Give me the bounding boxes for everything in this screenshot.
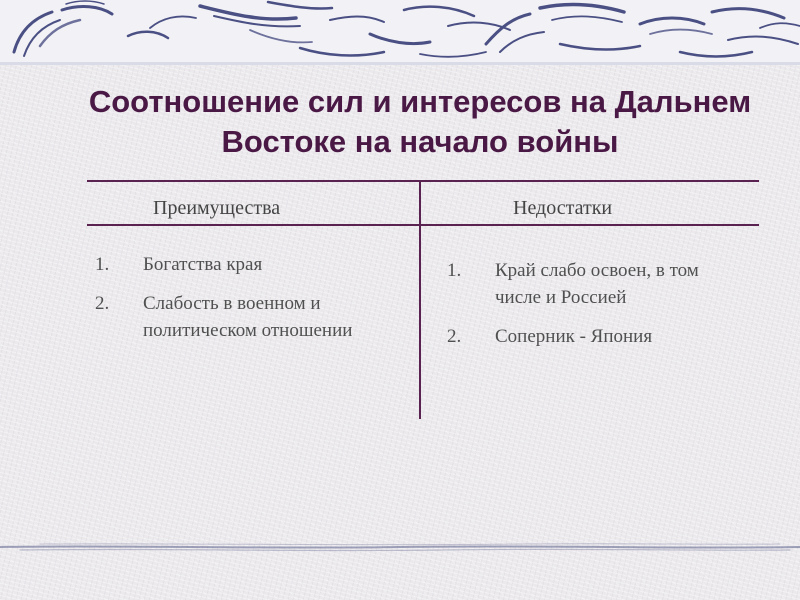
list-item-number: 2.	[447, 326, 462, 347]
list-item-number: 1.	[447, 260, 462, 281]
bottom-decoration-line	[0, 540, 800, 556]
column-header-disadvantages: Недостатки	[513, 197, 613, 219]
list-item-text: Слабость в военном и политическом отношении	[143, 293, 353, 341]
table-top-rule	[87, 180, 759, 182]
list-item-number: 1.	[95, 254, 110, 275]
list-item-text: Край слабо освоен, в том числе и Россией	[495, 260, 699, 308]
disadvantages-list	[447, 257, 747, 362]
table-header-rule	[87, 224, 759, 226]
list-item	[447, 323, 747, 350]
swirl-decoration	[0, 0, 800, 64]
advantages-list	[95, 251, 400, 356]
table-column-divider	[419, 181, 421, 419]
top-decoration-band	[0, 0, 800, 64]
list-item-text: Богатства края	[143, 254, 263, 275]
column-header-advantages: Преимущества	[153, 197, 281, 219]
list-item	[95, 290, 400, 344]
top-divider-line	[0, 62, 800, 65]
list-item-number: 2.	[95, 293, 110, 314]
list-item-text: Соперник - Япония	[495, 326, 653, 347]
list-item	[447, 257, 747, 311]
list-item	[95, 251, 400, 278]
slide-title: Соотношение сил и интересов на Дальнем Востоке на начало войны	[88, 84, 752, 159]
